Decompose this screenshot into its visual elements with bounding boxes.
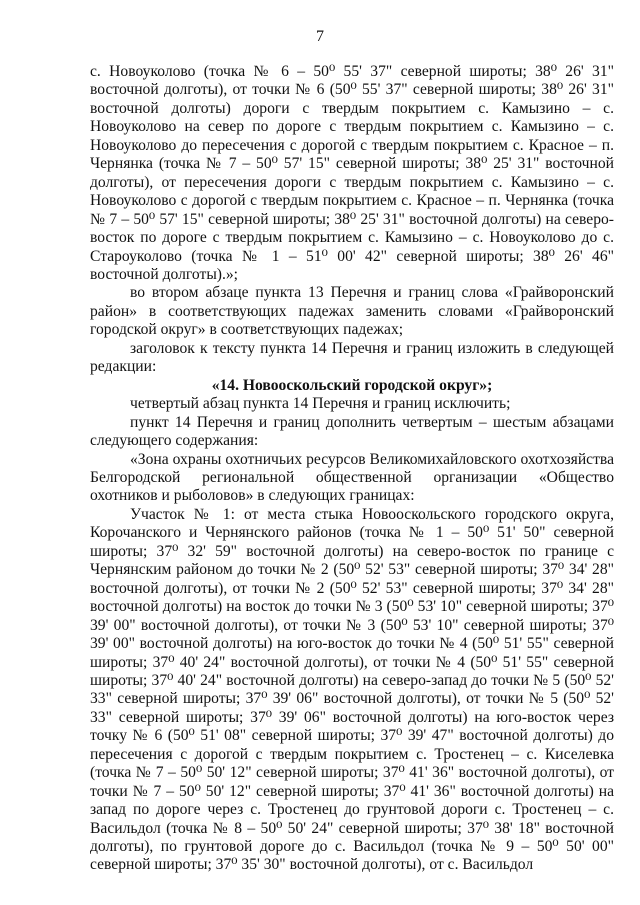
paragraph-heading-instruction: заголовок к тексту пункта 14 Перечня и границ изложить в следующей редакции: bbox=[90, 339, 614, 376]
paragraph-zone-title: «Зона охраны охотничьих ресурсов Великомихайловского охотхозяйства Белгородской региональной общественной организации «Общество охотников и рыболовов» в следующих границах: bbox=[90, 450, 614, 505]
paragraph-continuation: с. Новоуколово (точка № 6 – 50⁰ 55' 37" северной широты; 38⁰ 26' 31" восточной долготы), от точки № 6 (50⁰ 55' 37" северной широты; 38⁰ 26' 31" восточной долготы) дороги с твердым покрытием с. Камызино – с. Новоуколово на север по дороге с твердым покрытием с. Камызино – с. Новоуколово до пересечения с дорогой с твердым покрытием с. Красное – п. Чернянка (точка № 7 – 50⁰ 57' 15" северной широты; 38⁰ 25' 31" восточной долготы), от пересечения дороги с твердым покрытием с. Камызино – с. Новоуколово с дорогой с твердым покрытием с. Красное – п. Чернянка (точка № 7 – 50⁰ 57' 15" северной широты; 38⁰ 25' 31" восточной долготы) на северо-восток по дороге с твердым покрытием с. Камызино – с. Новоуколово до с. Староуколово (точка № 1 – 51⁰ 00' 42" северной широты; 38⁰ 26' 46" восточной долготы).»; bbox=[90, 63, 614, 283]
paragraph-exclusion: четвертый абзац пункта 14 Перечня и границ исключить; bbox=[130, 395, 511, 413]
paragraph-section-1: Участок № 1: от места стыка Новооскольского городского округа, Корочанского и Чернянского районов (точка № 1 – 50⁰ 51' 50" северной широты; 37⁰ 32' 59" восточной долготы) на северо-восток по границе с Чернянским районом до точки № 2 (50⁰ 52' 53" северной широты; 37⁰ 34' 28" восточной долготы), от точки № 2 (50⁰ 52' 53" северной широты; 37⁰ 34' 28" восточной долготы) на восток до точки № 3 (50⁰ 53' 10" северной широты; 37⁰ 39' 00" восточной долготы), от точки № 3 (50⁰ 53' 10" северной широты; 37⁰ 39' 00" восточной долготы) на юго-восток до точки № 4 (50⁰ 51' 55" северной широты; 37⁰ 40' 24" восточной долготы), от точки № 4 (50⁰ 51' 55" северной широты; 37⁰ 40' 24" восточной долготы) на северо-запад до точки № 5 (50⁰ 52' 33" северной широты; 37⁰ 39' 06" восточной долготы), от точки № 5 (50⁰ 52' 33" северной широты; 37⁰ 39' 06" восточной долготы) на юго-восток через точку № 6 (50⁰ 51' 08" северной широты; 37⁰ 39' 47" восточной долготы) до пересечения с дорогой с твердым покрытием с. Тростенец – с. Киселевка (точка № 7 – 50⁰ 50' 12" северной широты; 37⁰ 41' 36" восточной долготы), от точки № 7 – 50⁰ 50' 12" северной широты; 37⁰ 41' 36" восточной долготы) на запад по дороге через с. Тростенец до грунтовой дороги с. Тростенец – с. Васильдол (точка № 8 – 50⁰ 50' 24" северной широты; 37⁰ 38' 18" восточной долготы), по грунтовой дороге до с. Васильдол (точка № 9 – 50⁰ 50' 00" северной широты; 37⁰ 35' 30" восточной долготы), от с. Васильдол bbox=[90, 505, 614, 874]
paragraph-amendment-item-13: во втором абзаце пункта 13 Перечня и границ слова «Грайворонский район» в соответствующих падежах заменить словами «Грайворонский городской округ» в соответствующих падежах; bbox=[90, 284, 614, 339]
section-heading: «14. Новооскольский городской округ»; bbox=[211, 376, 493, 394]
paragraph-addition: пункт 14 Перечня и границ дополнить четвертым – шестым абзацами следующего содержания: bbox=[90, 413, 614, 450]
document-body bbox=[90, 63, 614, 875]
page-number: 7 bbox=[316, 28, 324, 45]
